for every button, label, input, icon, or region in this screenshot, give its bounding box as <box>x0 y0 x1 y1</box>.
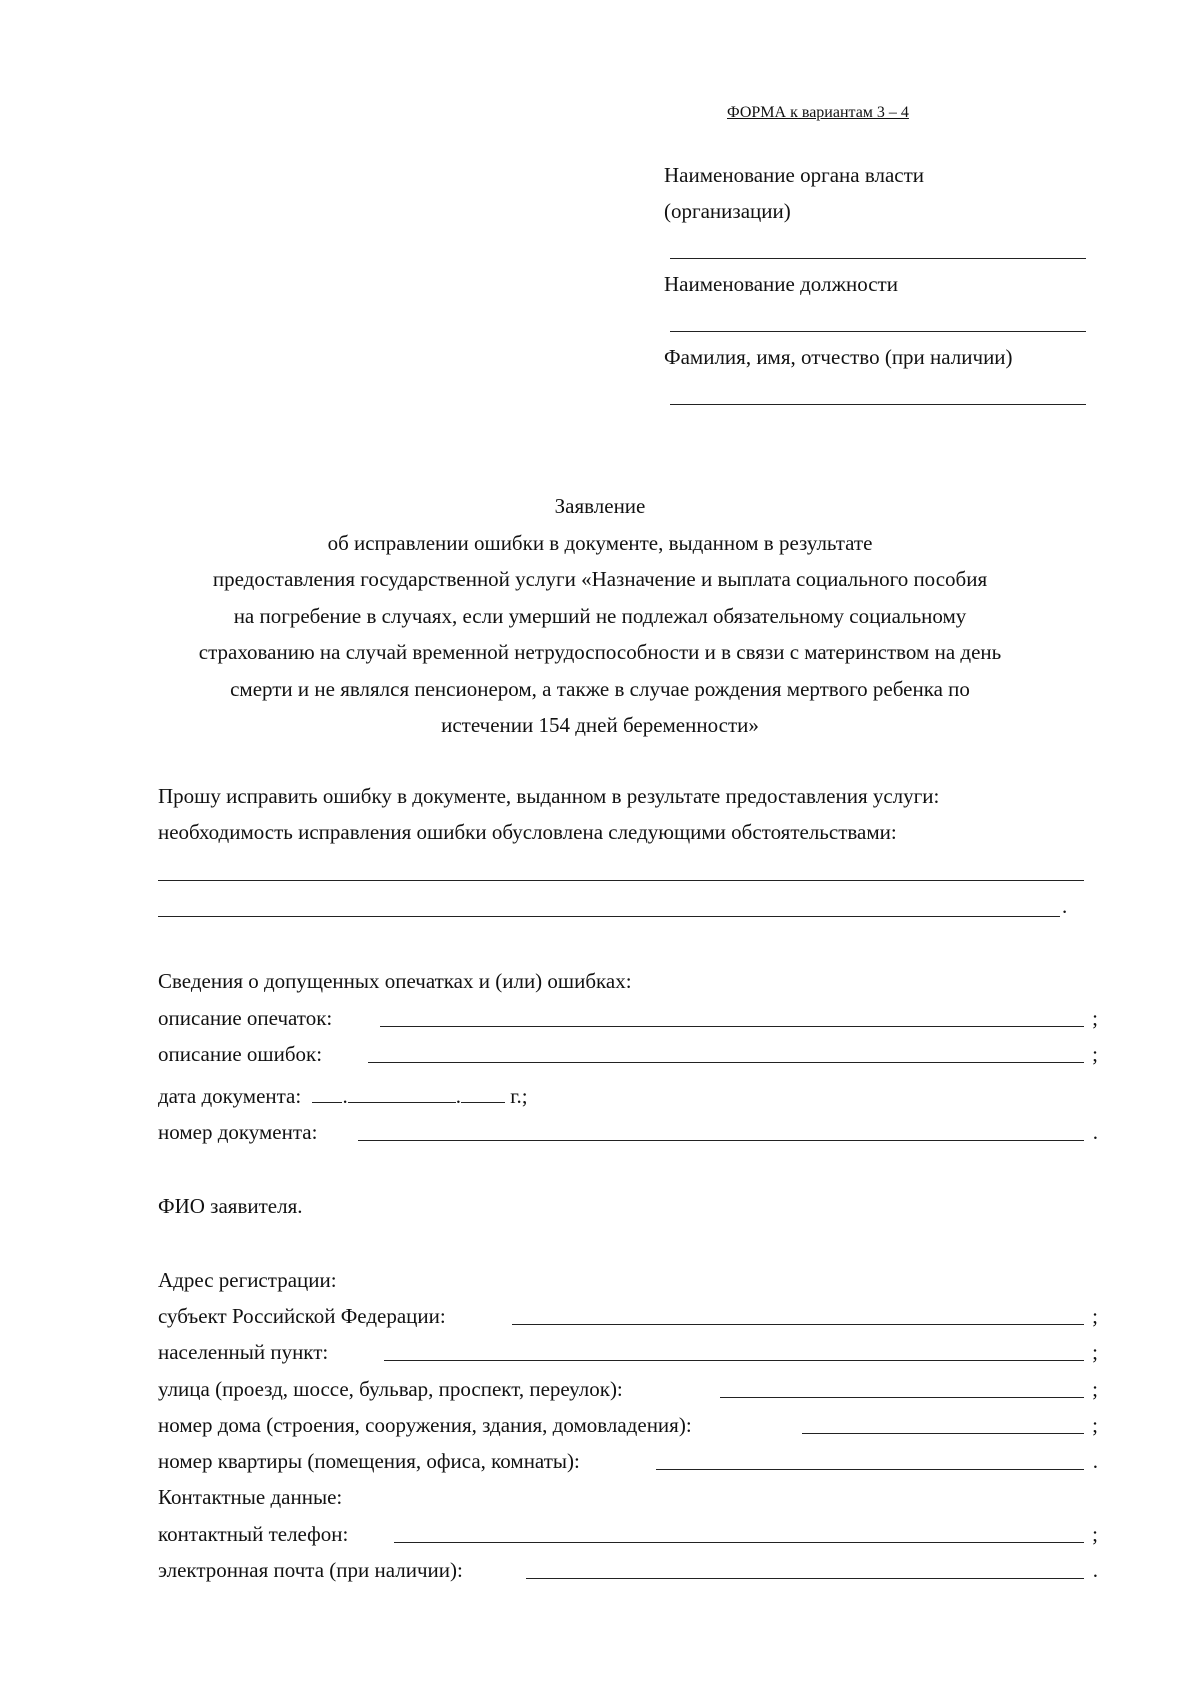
errors-row <box>158 1036 1098 1072</box>
phone-row <box>158 1516 1098 1552</box>
position-label: Наименование должности <box>664 272 898 296</box>
authority-label-line2: (организации) <box>664 199 791 223</box>
doc-number-end-mark: . <box>1092 1120 1098 1144</box>
email-label: электронная почта (при наличии): <box>158 1558 463 1582</box>
typos-row <box>158 1000 1098 1036</box>
date-day-input[interactable] <box>312 1078 342 1103</box>
subject-label: субъект Российской Федерации: <box>158 1304 446 1328</box>
title-line: смерти и не являлся пенсионером, а также в случае рождения мертвого ребенка по <box>230 676 970 701</box>
errors-label: описание ошибок: <box>158 1042 323 1066</box>
request-line2: необходимость исправления ошибки обусловлена следующими обстоятельствами: <box>158 820 897 844</box>
position-input-line[interactable] <box>670 331 1086 332</box>
title-line: истечении 154 дней беременности» <box>441 713 759 737</box>
circumstances-input-line2[interactable] <box>158 916 1060 917</box>
circumstances-input-line1[interactable] <box>158 880 1084 881</box>
date-month-input[interactable] <box>348 1078 456 1103</box>
flat-input-line[interactable] <box>656 1469 1084 1470</box>
street-label: улица (проезд, шоссе, бульвар, проспект, переулок): <box>158 1377 623 1401</box>
date-suffix: г.; <box>504 1084 528 1108</box>
form-reference: ФОРМА к вариантам 3 – 4 <box>727 104 909 121</box>
errors-heading: Сведения о допущенных опечатках и (или) ошибках: <box>158 969 632 993</box>
title-line: страхованию на случай временной нетрудоспособности и в связи с материнством на день <box>198 640 1002 664</box>
locality-row <box>158 1334 1098 1370</box>
house-label: номер дома (строения, сооружения, здания, домовладения): <box>158 1413 692 1437</box>
fio-input-line[interactable] <box>670 404 1086 405</box>
subject-row <box>158 1298 1098 1334</box>
flat-row <box>158 1443 1098 1479</box>
email-row <box>158 1552 1098 1588</box>
flat-label: номер квартиры (помещения, офиса, комнаты): <box>158 1449 580 1473</box>
doc-number-row <box>158 1114 1098 1150</box>
locality-input-line[interactable] <box>384 1360 1084 1361</box>
subject-end-mark: ; <box>1092 1304 1098 1328</box>
date-year-input[interactable] <box>461 1078 505 1103</box>
fio-label: Фамилия, имя, отчество (при наличии) <box>664 345 1013 369</box>
circumstances-end-mark: . <box>1062 894 1068 918</box>
doc-number-input-line[interactable] <box>358 1140 1084 1141</box>
request-line1: Прошу исправить ошибку в документе, выданном в результате предоставления услуги: <box>158 784 940 808</box>
street-row <box>158 1371 1098 1407</box>
typos-input-line[interactable] <box>380 1026 1084 1027</box>
title-line: предоставления государственной услуги «Назначение и выплата социального пособия <box>212 567 988 591</box>
subject-input-line[interactable] <box>512 1324 1084 1325</box>
email-end-mark: . <box>1092 1558 1098 1582</box>
title-line: об исправлении ошибки в документе, выданном в результате <box>327 530 873 555</box>
street-input-line[interactable] <box>720 1397 1084 1398</box>
house-input-line[interactable] <box>802 1433 1084 1434</box>
street-end-mark: ; <box>1092 1377 1098 1401</box>
document-date-row <box>158 1078 528 1114</box>
errors-end-mark: ; <box>1092 1042 1098 1066</box>
phone-input-line[interactable] <box>394 1542 1084 1543</box>
contacts-heading: Контактные данные: <box>158 1485 343 1509</box>
doc-number-label: номер документа: <box>158 1120 318 1144</box>
locality-label: населенный пункт: <box>158 1340 329 1364</box>
applicant-fio: ФИО заявителя. <box>158 1194 303 1218</box>
house-end-mark: ; <box>1092 1413 1098 1437</box>
authority-input-line[interactable] <box>670 258 1086 259</box>
email-input-line[interactable] <box>526 1578 1084 1579</box>
house-row <box>158 1407 1098 1443</box>
date-separator: . <box>455 1084 461 1108</box>
title-line: Заявление <box>554 494 646 518</box>
flat-end-mark: . <box>1092 1449 1098 1473</box>
authority-label-line1: Наименование органа власти <box>664 163 924 187</box>
document-title <box>0 488 1200 744</box>
title-line: на погребение в случаях, если умерший не подлежал обязательному социальному <box>233 603 967 628</box>
typos-label: описание опечаток: <box>158 1006 333 1030</box>
address-heading: Адрес регистрации: <box>158 1268 337 1292</box>
phone-label: контактный телефон: <box>158 1522 349 1546</box>
errors-input-line[interactable] <box>368 1062 1084 1063</box>
phone-end-mark: ; <box>1092 1522 1098 1546</box>
locality-end-mark: ; <box>1092 1340 1098 1364</box>
date-label: дата документа: <box>158 1084 302 1108</box>
date-separator: . <box>342 1084 348 1108</box>
typos-end-mark: ; <box>1092 1006 1098 1030</box>
